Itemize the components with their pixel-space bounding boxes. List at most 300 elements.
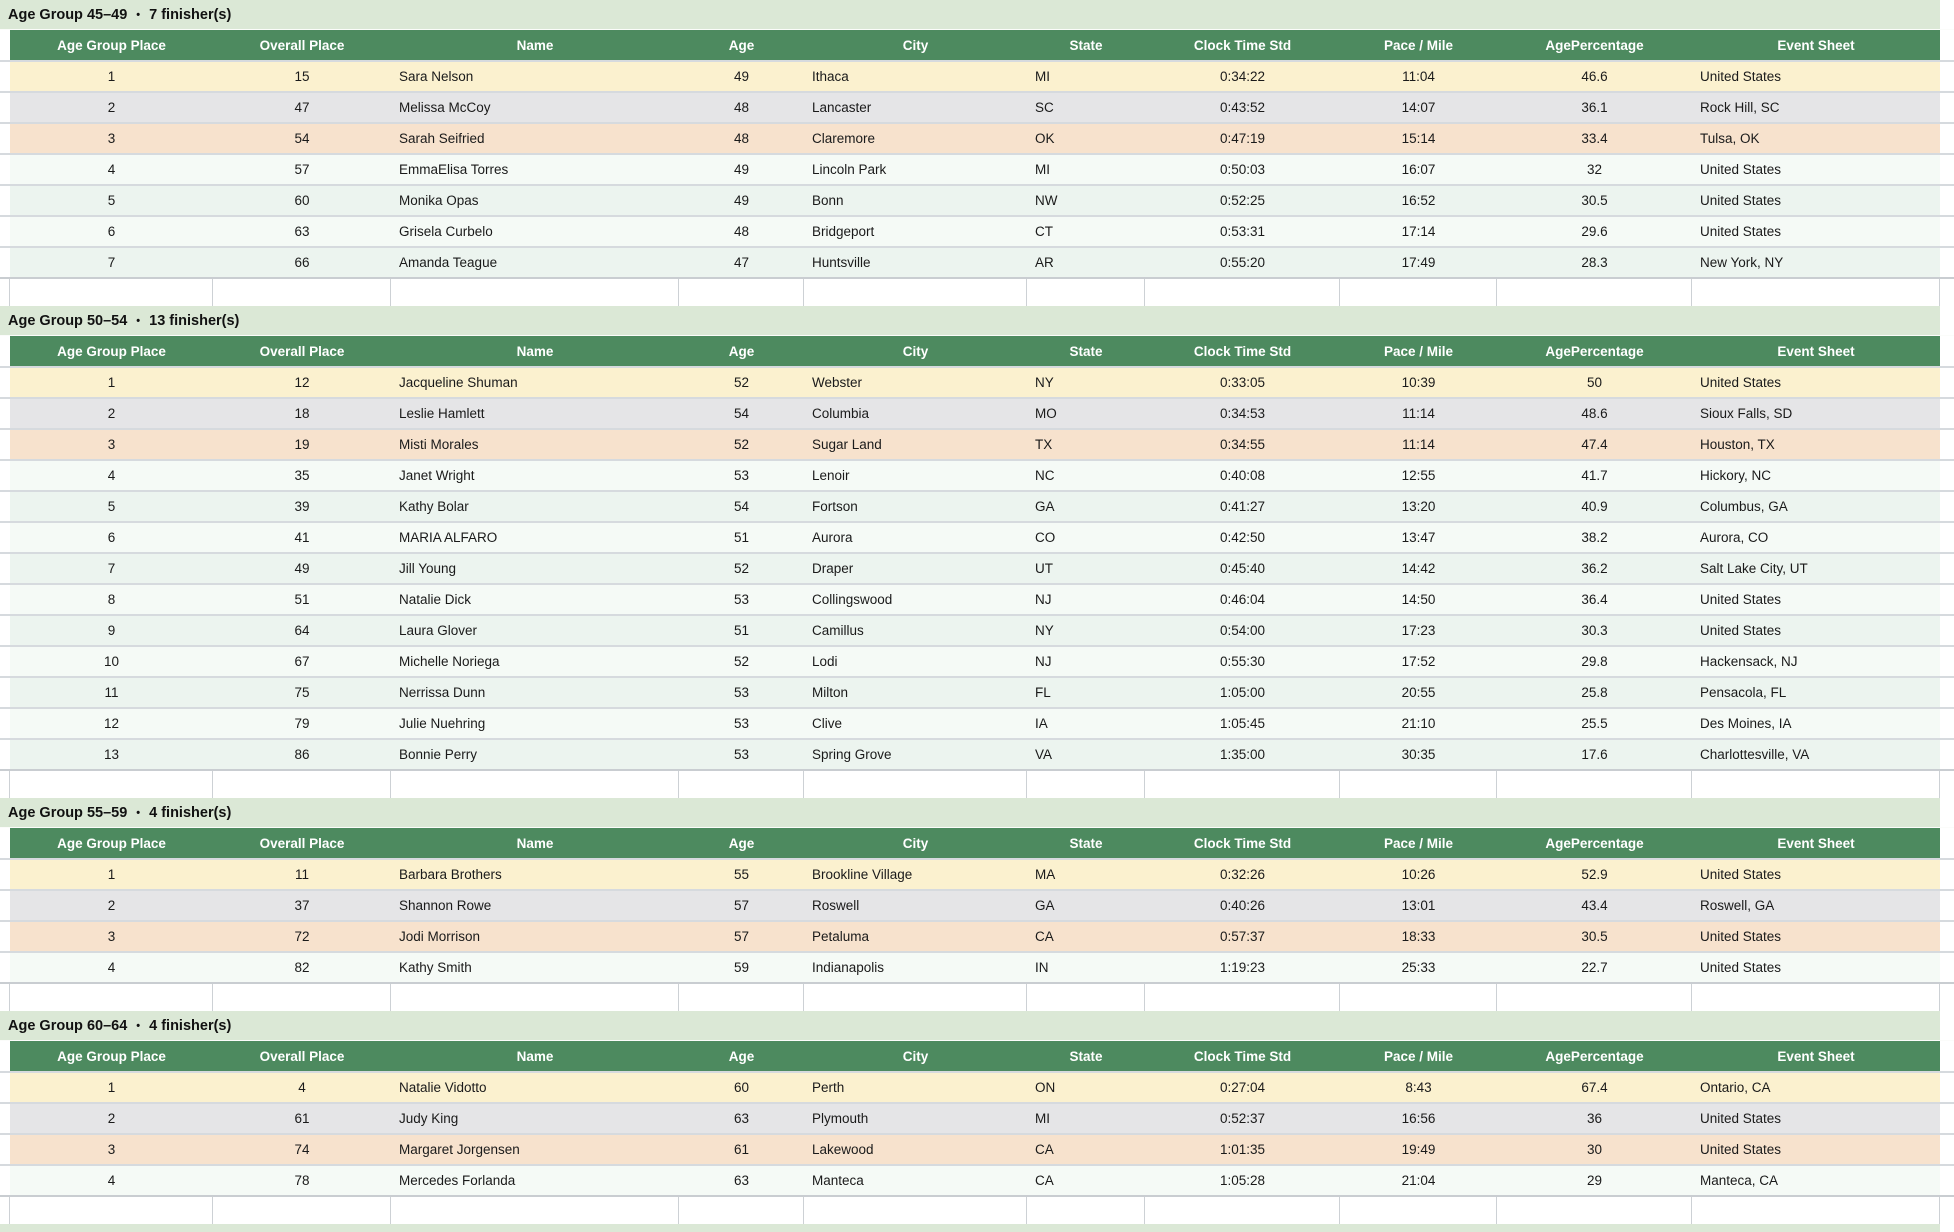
cell-city[interactable]: Draper [804, 554, 1027, 583]
cell-clock-time-std[interactable]: 0:47:19 [1145, 124, 1340, 153]
cell-clock-time-std[interactable]: 0:45:40 [1145, 554, 1340, 583]
cell-city[interactable]: Sugar Land [804, 430, 1027, 459]
cell-pace-mile[interactable]: 14:07 [1340, 93, 1497, 122]
cell-clock-time-std[interactable]: 0:55:30 [1145, 647, 1340, 676]
cell-city[interactable]: Indianapolis [804, 953, 1027, 982]
empty-cell[interactable] [213, 279, 391, 306]
cell-state[interactable]: SC [1027, 93, 1145, 122]
cell-event-sheet[interactable]: Manteca, CA [1692, 1166, 1940, 1195]
cell-agepercentage[interactable]: 30 [1497, 1135, 1692, 1164]
empty-cell[interactable] [804, 984, 1027, 1011]
cell-overall-place[interactable]: 72 [213, 922, 391, 951]
empty-cell[interactable] [1692, 984, 1940, 1011]
cell-age[interactable]: 53 [679, 740, 804, 769]
cell-clock-time-std[interactable]: 0:53:31 [1145, 217, 1340, 246]
empty-cell[interactable] [1497, 771, 1692, 798]
cell-overall-place[interactable]: 18 [213, 399, 391, 428]
cell-overall-place[interactable]: 39 [213, 492, 391, 521]
cell-pace-mile[interactable]: 21:10 [1340, 709, 1497, 738]
cell-overall-place[interactable]: 64 [213, 616, 391, 645]
cell-state[interactable]: MO [1027, 399, 1145, 428]
cell-name[interactable]: Misti Morales [391, 430, 679, 459]
cell-name[interactable]: Shannon Rowe [391, 891, 679, 920]
column-header-agepercentage[interactable]: AgePercentage [1497, 336, 1692, 366]
cell-age[interactable]: 59 [679, 953, 804, 982]
cell-state[interactable]: OK [1027, 124, 1145, 153]
column-header-city[interactable]: City [804, 828, 1027, 858]
cell-name[interactable]: Natalie Dick [391, 585, 679, 614]
cell-city[interactable]: Camillus [804, 616, 1027, 645]
cell-age-group-place[interactable]: 1 [10, 62, 213, 91]
cell-age[interactable]: 57 [679, 891, 804, 920]
cell-state[interactable]: MI [1027, 62, 1145, 91]
cell-city[interactable]: Perth [804, 1073, 1027, 1102]
cell-event-sheet[interactable]: Ontario, CA [1692, 1073, 1940, 1102]
cell-agepercentage[interactable]: 36 [1497, 1104, 1692, 1133]
cell-state[interactable]: AR [1027, 248, 1145, 277]
cell-age-group-place[interactable]: 2 [10, 93, 213, 122]
cell-state[interactable]: IA [1027, 709, 1145, 738]
cell-pace-mile[interactable]: 11:04 [1340, 62, 1497, 91]
cell-event-sheet[interactable]: Charlottesville, VA [1692, 740, 1940, 769]
cell-agepercentage[interactable]: 50 [1497, 368, 1692, 397]
cell-name[interactable]: Barbara Brothers [391, 860, 679, 889]
column-header-age[interactable]: Age [679, 828, 804, 858]
empty-cell[interactable] [804, 771, 1027, 798]
cell-city[interactable]: Lenoir [804, 461, 1027, 490]
column-header-overall-place[interactable]: Overall Place [213, 336, 391, 366]
cell-pace-mile[interactable]: 25:33 [1340, 953, 1497, 982]
empty-cell[interactable] [1692, 279, 1940, 306]
cell-age-group-place[interactable]: 9 [10, 616, 213, 645]
column-header-age[interactable]: Age [679, 30, 804, 60]
cell-age-group-place[interactable]: 6 [10, 523, 213, 552]
cell-clock-time-std[interactable]: 0:41:27 [1145, 492, 1340, 521]
cell-age-group-place[interactable]: 12 [10, 709, 213, 738]
cell-age-group-place[interactable]: 13 [10, 740, 213, 769]
empty-cell[interactable] [1340, 279, 1497, 306]
cell-name[interactable]: Leslie Hamlett [391, 399, 679, 428]
cell-age[interactable]: 53 [679, 585, 804, 614]
cell-city[interactable]: Bonn [804, 186, 1027, 215]
cell-city[interactable]: Plymouth [804, 1104, 1027, 1133]
cell-city[interactable]: Webster [804, 368, 1027, 397]
cell-agepercentage[interactable]: 47.4 [1497, 430, 1692, 459]
cell-overall-place[interactable]: 49 [213, 554, 391, 583]
column-header-overall-place[interactable]: Overall Place [213, 30, 391, 60]
empty-cell[interactable] [679, 279, 804, 306]
cell-city[interactable]: Columbia [804, 399, 1027, 428]
cell-state[interactable]: MI [1027, 1104, 1145, 1133]
cell-state[interactable]: MI [1027, 155, 1145, 184]
cell-event-sheet[interactable]: United States [1692, 62, 1940, 91]
cell-event-sheet[interactable]: New York, NY [1692, 248, 1940, 277]
column-header-pace-mile[interactable]: Pace / Mile [1340, 1041, 1497, 1071]
cell-state[interactable]: NW [1027, 186, 1145, 215]
cell-city[interactable]: Ithaca [804, 62, 1027, 91]
empty-cell[interactable] [213, 1197, 391, 1224]
cell-city[interactable]: Lodi [804, 647, 1027, 676]
cell-pace-mile[interactable]: 13:47 [1340, 523, 1497, 552]
empty-cell[interactable] [10, 279, 213, 306]
column-header-age[interactable]: Age [679, 1041, 804, 1071]
cell-pace-mile[interactable]: 17:49 [1340, 248, 1497, 277]
cell-agepercentage[interactable]: 38.2 [1497, 523, 1692, 552]
column-header-agepercentage[interactable]: AgePercentage [1497, 828, 1692, 858]
cell-city[interactable]: Claremore [804, 124, 1027, 153]
column-header-event-sheet[interactable]: Event Sheet [1692, 336, 1940, 366]
cell-agepercentage[interactable]: 29 [1497, 1166, 1692, 1195]
empty-cell[interactable] [1497, 279, 1692, 306]
cell-overall-place[interactable]: 74 [213, 1135, 391, 1164]
cell-pace-mile[interactable]: 16:07 [1340, 155, 1497, 184]
column-header-city[interactable]: City [804, 30, 1027, 60]
cell-event-sheet[interactable]: Rock Hill, SC [1692, 93, 1940, 122]
cell-city[interactable]: Huntsville [804, 248, 1027, 277]
cell-state[interactable]: CA [1027, 1166, 1145, 1195]
column-header-age-group-place[interactable]: Age Group Place [10, 828, 213, 858]
cell-event-sheet[interactable]: United States [1692, 186, 1940, 215]
cell-name[interactable]: Kathy Bolar [391, 492, 679, 521]
cell-pace-mile[interactable]: 17:14 [1340, 217, 1497, 246]
cell-age-group-place[interactable]: 4 [10, 155, 213, 184]
cell-agepercentage[interactable]: 30.5 [1497, 922, 1692, 951]
cell-clock-time-std[interactable]: 0:34:55 [1145, 430, 1340, 459]
cell-overall-place[interactable]: 51 [213, 585, 391, 614]
column-header-event-sheet[interactable]: Event Sheet [1692, 30, 1940, 60]
cell-city[interactable]: Bridgeport [804, 217, 1027, 246]
cell-clock-time-std[interactable]: 0:46:04 [1145, 585, 1340, 614]
cell-age[interactable]: 51 [679, 523, 804, 552]
cell-age-group-place[interactable]: 1 [10, 1073, 213, 1102]
cell-age-group-place[interactable]: 10 [10, 647, 213, 676]
cell-agepercentage[interactable]: 36.2 [1497, 554, 1692, 583]
cell-state[interactable]: NY [1027, 368, 1145, 397]
cell-clock-time-std[interactable]: 0:27:04 [1145, 1073, 1340, 1102]
cell-pace-mile[interactable]: 8:43 [1340, 1073, 1497, 1102]
cell-pace-mile[interactable]: 17:52 [1340, 647, 1497, 676]
cell-event-sheet[interactable]: Des Moines, IA [1692, 709, 1940, 738]
cell-pace-mile[interactable]: 11:14 [1340, 399, 1497, 428]
column-header-state[interactable]: State [1027, 828, 1145, 858]
empty-cell[interactable] [1027, 771, 1145, 798]
cell-age[interactable]: 52 [679, 647, 804, 676]
cell-age-group-place[interactable]: 1 [10, 368, 213, 397]
cell-city[interactable]: Brookline Village [804, 860, 1027, 889]
empty-cell[interactable] [1027, 1197, 1145, 1224]
group-title-band[interactable] [0, 0, 1940, 29]
column-header-city[interactable]: City [804, 336, 1027, 366]
cell-age-group-place[interactable]: 2 [10, 399, 213, 428]
cell-age-group-place[interactable]: 5 [10, 492, 213, 521]
cell-city[interactable]: Manteca [804, 1166, 1027, 1195]
empty-cell[interactable] [679, 771, 804, 798]
cell-overall-place[interactable]: 19 [213, 430, 391, 459]
cell-city[interactable]: Roswell [804, 891, 1027, 920]
cell-overall-place[interactable]: 12 [213, 368, 391, 397]
cell-clock-time-std[interactable]: 0:52:25 [1145, 186, 1340, 215]
cell-name[interactable]: Jodi Morrison [391, 922, 679, 951]
empty-cell[interactable] [391, 984, 679, 1011]
column-header-agepercentage[interactable]: AgePercentage [1497, 30, 1692, 60]
cell-clock-time-std[interactable]: 0:32:26 [1145, 860, 1340, 889]
cell-age-group-place[interactable]: 2 [10, 1104, 213, 1133]
cell-event-sheet[interactable]: Pensacola, FL [1692, 678, 1940, 707]
cell-overall-place[interactable]: 15 [213, 62, 391, 91]
cell-agepercentage[interactable]: 25.8 [1497, 678, 1692, 707]
cell-event-sheet[interactable]: Roswell, GA [1692, 891, 1940, 920]
cell-name[interactable]: Amanda Teague [391, 248, 679, 277]
cell-state[interactable]: GA [1027, 891, 1145, 920]
cell-city[interactable]: Lakewood [804, 1135, 1027, 1164]
cell-age[interactable]: 48 [679, 217, 804, 246]
cell-name[interactable]: Judy King [391, 1104, 679, 1133]
column-header-pace-mile[interactable]: Pace / Mile [1340, 336, 1497, 366]
cell-city[interactable]: Petaluma [804, 922, 1027, 951]
cell-pace-mile[interactable]: 11:14 [1340, 430, 1497, 459]
cell-agepercentage[interactable]: 36.1 [1497, 93, 1692, 122]
cell-state[interactable]: CO [1027, 523, 1145, 552]
column-header-state[interactable]: State [1027, 336, 1145, 366]
cell-agepercentage[interactable]: 41.7 [1497, 461, 1692, 490]
column-header-clock-time-std[interactable]: Clock Time Std [1145, 1041, 1340, 1071]
cell-name[interactable]: Mercedes Forlanda [391, 1166, 679, 1195]
column-header-event-sheet[interactable]: Event Sheet [1692, 828, 1940, 858]
empty-cell[interactable] [391, 771, 679, 798]
empty-cell[interactable] [213, 771, 391, 798]
cell-agepercentage[interactable]: 25.5 [1497, 709, 1692, 738]
cell-overall-place[interactable]: 60 [213, 186, 391, 215]
empty-cell[interactable] [1692, 1197, 1940, 1224]
cell-pace-mile[interactable]: 12:55 [1340, 461, 1497, 490]
cell-clock-time-std[interactable]: 0:34:53 [1145, 399, 1340, 428]
cell-name[interactable]: Bonnie Perry [391, 740, 679, 769]
cell-agepercentage[interactable]: 29.8 [1497, 647, 1692, 676]
cell-event-sheet[interactable]: United States [1692, 922, 1940, 951]
empty-cell[interactable] [10, 984, 213, 1011]
cell-age-group-place[interactable]: 3 [10, 1135, 213, 1164]
cell-event-sheet[interactable]: Tulsa, OK [1692, 124, 1940, 153]
cell-event-sheet[interactable]: Aurora, CO [1692, 523, 1940, 552]
cell-agepercentage[interactable]: 40.9 [1497, 492, 1692, 521]
cell-age[interactable]: 48 [679, 124, 804, 153]
cell-agepercentage[interactable]: 30.5 [1497, 186, 1692, 215]
cell-age-group-place[interactable]: 7 [10, 554, 213, 583]
cell-age-group-place[interactable]: 6 [10, 217, 213, 246]
cell-clock-time-std[interactable]: 0:52:37 [1145, 1104, 1340, 1133]
cell-overall-place[interactable]: 63 [213, 217, 391, 246]
cell-state[interactable]: IN [1027, 953, 1145, 982]
cell-agepercentage[interactable]: 52.9 [1497, 860, 1692, 889]
empty-cell[interactable] [679, 984, 804, 1011]
cell-overall-place[interactable]: 66 [213, 248, 391, 277]
cell-clock-time-std[interactable]: 1:05:28 [1145, 1166, 1340, 1195]
cell-age[interactable]: 55 [679, 860, 804, 889]
cell-age-group-place[interactable]: 3 [10, 922, 213, 951]
cell-name[interactable]: Grisela Curbelo [391, 217, 679, 246]
cell-city[interactable]: Aurora [804, 523, 1027, 552]
empty-cell[interactable] [1145, 279, 1340, 306]
group-title-band[interactable] [0, 306, 1940, 335]
cell-name[interactable]: Jacqueline Shuman [391, 368, 679, 397]
column-header-clock-time-std[interactable]: Clock Time Std [1145, 828, 1340, 858]
cell-city[interactable]: Fortson [804, 492, 1027, 521]
column-header-name[interactable]: Name [391, 1041, 679, 1071]
group-title-band[interactable] [0, 1011, 1940, 1040]
empty-cell[interactable] [391, 279, 679, 306]
empty-cell[interactable] [1145, 771, 1340, 798]
column-header-state[interactable]: State [1027, 1041, 1145, 1071]
cell-overall-place[interactable]: 37 [213, 891, 391, 920]
cell-event-sheet[interactable]: United States [1692, 860, 1940, 889]
cell-event-sheet[interactable]: Sioux Falls, SD [1692, 399, 1940, 428]
cell-event-sheet[interactable]: Houston, TX [1692, 430, 1940, 459]
cell-clock-time-std[interactable]: 0:40:08 [1145, 461, 1340, 490]
empty-cell[interactable] [1497, 984, 1692, 1011]
cell-state[interactable]: MA [1027, 860, 1145, 889]
cell-name[interactable]: Natalie Vidotto [391, 1073, 679, 1102]
column-header-clock-time-std[interactable]: Clock Time Std [1145, 30, 1340, 60]
cell-age[interactable]: 63 [679, 1104, 804, 1133]
cell-age-group-place[interactable]: 2 [10, 891, 213, 920]
cell-agepercentage[interactable]: 29.6 [1497, 217, 1692, 246]
empty-cell[interactable] [1692, 771, 1940, 798]
cell-name[interactable]: Sarah Seifried [391, 124, 679, 153]
cell-event-sheet[interactable]: United States [1692, 585, 1940, 614]
empty-cell[interactable] [1027, 279, 1145, 306]
cell-state[interactable]: FL [1027, 678, 1145, 707]
cell-age-group-place[interactable]: 4 [10, 461, 213, 490]
cell-pace-mile[interactable]: 14:42 [1340, 554, 1497, 583]
empty-cell[interactable] [1497, 1197, 1692, 1224]
cell-name[interactable]: Melissa McCoy [391, 93, 679, 122]
cell-age[interactable]: 61 [679, 1135, 804, 1164]
cell-age-group-place[interactable]: 7 [10, 248, 213, 277]
empty-cell[interactable] [1340, 1197, 1497, 1224]
column-header-age-group-place[interactable]: Age Group Place [10, 336, 213, 366]
cell-overall-place[interactable]: 57 [213, 155, 391, 184]
cell-name[interactable]: Kathy Smith [391, 953, 679, 982]
cell-state[interactable]: NJ [1027, 585, 1145, 614]
cell-age[interactable]: 47 [679, 248, 804, 277]
cell-age-group-place[interactable]: 3 [10, 430, 213, 459]
empty-cell[interactable] [391, 1197, 679, 1224]
column-header-pace-mile[interactable]: Pace / Mile [1340, 828, 1497, 858]
cell-age[interactable]: 60 [679, 1073, 804, 1102]
cell-age[interactable]: 51 [679, 616, 804, 645]
cell-age[interactable]: 49 [679, 62, 804, 91]
cell-name[interactable]: Laura Glover [391, 616, 679, 645]
cell-age-group-place[interactable]: 3 [10, 124, 213, 153]
cell-age-group-place[interactable]: 11 [10, 678, 213, 707]
cell-city[interactable]: Spring Grove [804, 740, 1027, 769]
cell-city[interactable]: Lincoln Park [804, 155, 1027, 184]
cell-age[interactable]: 48 [679, 93, 804, 122]
cell-agepercentage[interactable]: 43.4 [1497, 891, 1692, 920]
cell-name[interactable]: Sara Nelson [391, 62, 679, 91]
empty-cell[interactable] [10, 1197, 213, 1224]
cell-event-sheet[interactable]: United States [1692, 155, 1940, 184]
group-title-band[interactable] [0, 798, 1940, 827]
cell-name[interactable]: Monika Opas [391, 186, 679, 215]
cell-age[interactable]: 53 [679, 461, 804, 490]
column-header-overall-place[interactable]: Overall Place [213, 1041, 391, 1071]
cell-age[interactable]: 54 [679, 399, 804, 428]
cell-pace-mile[interactable]: 19:49 [1340, 1135, 1497, 1164]
cell-age[interactable]: 52 [679, 430, 804, 459]
cell-age[interactable]: 57 [679, 922, 804, 951]
cell-city[interactable]: Collingswood [804, 585, 1027, 614]
cell-agepercentage[interactable]: 28.3 [1497, 248, 1692, 277]
column-header-name[interactable]: Name [391, 30, 679, 60]
cell-overall-place[interactable]: 67 [213, 647, 391, 676]
cell-state[interactable]: TX [1027, 430, 1145, 459]
cell-overall-place[interactable]: 35 [213, 461, 391, 490]
cell-age-group-place[interactable]: 8 [10, 585, 213, 614]
column-header-agepercentage[interactable]: AgePercentage [1497, 1041, 1692, 1071]
cell-name[interactable]: Nerrissa Dunn [391, 678, 679, 707]
empty-cell[interactable] [1145, 984, 1340, 1011]
cell-state[interactable]: NJ [1027, 647, 1145, 676]
cell-pace-mile[interactable]: 21:04 [1340, 1166, 1497, 1195]
cell-name[interactable]: Janet Wright [391, 461, 679, 490]
cell-overall-place[interactable]: 61 [213, 1104, 391, 1133]
empty-cell[interactable] [213, 984, 391, 1011]
cell-overall-place[interactable]: 47 [213, 93, 391, 122]
column-header-overall-place[interactable]: Overall Place [213, 828, 391, 858]
column-header-clock-time-std[interactable]: Clock Time Std [1145, 336, 1340, 366]
column-header-city[interactable]: City [804, 1041, 1027, 1071]
cell-age-group-place[interactable]: 5 [10, 186, 213, 215]
cell-clock-time-std[interactable]: 0:54:00 [1145, 616, 1340, 645]
cell-agepercentage[interactable]: 48.6 [1497, 399, 1692, 428]
cell-city[interactable]: Clive [804, 709, 1027, 738]
cell-age-group-place[interactable]: 1 [10, 860, 213, 889]
cell-state[interactable]: NC [1027, 461, 1145, 490]
cell-event-sheet[interactable]: United States [1692, 1135, 1940, 1164]
cell-age-group-place[interactable]: 4 [10, 953, 213, 982]
cell-clock-time-std[interactable]: 0:57:37 [1145, 922, 1340, 951]
cell-event-sheet[interactable]: United States [1692, 953, 1940, 982]
cell-clock-time-std[interactable]: 1:05:00 [1145, 678, 1340, 707]
cell-pace-mile[interactable]: 15:14 [1340, 124, 1497, 153]
cell-age[interactable]: 63 [679, 1166, 804, 1195]
cell-clock-time-std[interactable]: 0:34:22 [1145, 62, 1340, 91]
cell-pace-mile[interactable]: 13:01 [1340, 891, 1497, 920]
cell-overall-place[interactable]: 54 [213, 124, 391, 153]
cell-agepercentage[interactable]: 17.6 [1497, 740, 1692, 769]
cell-pace-mile[interactable]: 14:50 [1340, 585, 1497, 614]
empty-cell[interactable] [1027, 984, 1145, 1011]
cell-overall-place[interactable]: 41 [213, 523, 391, 552]
cell-event-sheet[interactable]: Columbus, GA [1692, 492, 1940, 521]
cell-age[interactable]: 49 [679, 186, 804, 215]
column-header-pace-mile[interactable]: Pace / Mile [1340, 30, 1497, 60]
cell-name[interactable]: EmmaElisa Torres [391, 155, 679, 184]
cell-pace-mile[interactable]: 20:55 [1340, 678, 1497, 707]
cell-state[interactable]: NY [1027, 616, 1145, 645]
cell-pace-mile[interactable]: 16:56 [1340, 1104, 1497, 1133]
empty-cell[interactable] [1145, 1197, 1340, 1224]
cell-age[interactable]: 53 [679, 678, 804, 707]
cell-clock-time-std[interactable]: 0:43:52 [1145, 93, 1340, 122]
empty-cell[interactable] [804, 1197, 1027, 1224]
empty-cell[interactable] [1340, 771, 1497, 798]
cell-overall-place[interactable]: 86 [213, 740, 391, 769]
empty-cell[interactable] [10, 771, 213, 798]
cell-state[interactable]: UT [1027, 554, 1145, 583]
cell-clock-time-std[interactable]: 0:33:05 [1145, 368, 1340, 397]
